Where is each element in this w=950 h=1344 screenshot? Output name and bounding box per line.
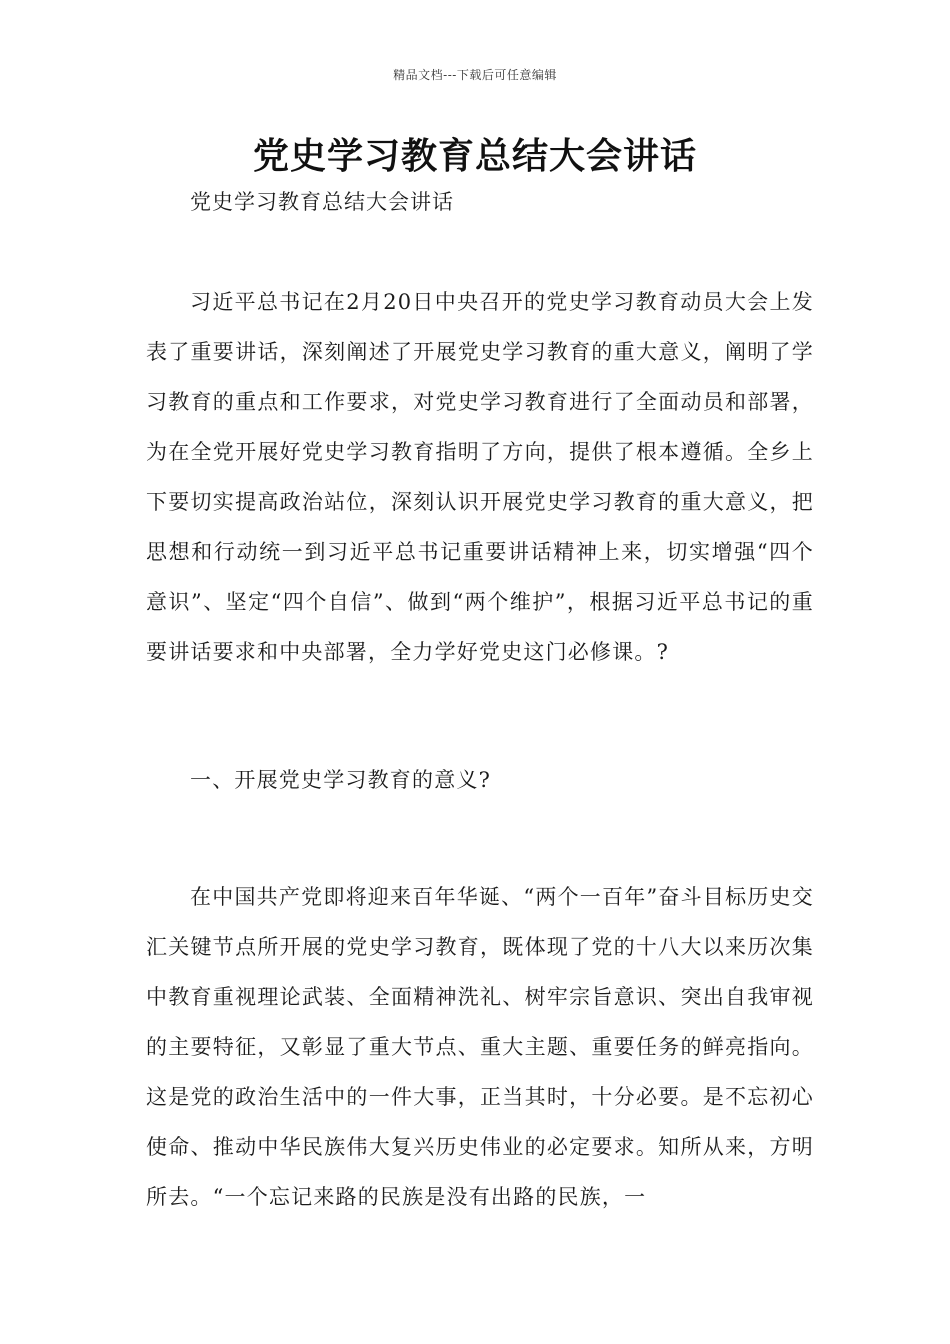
document-subtitle: 党史学习教育总结大会讲话 xyxy=(190,190,454,214)
paragraph-significance xyxy=(146,872,814,1222)
paragraph-intro xyxy=(146,277,814,677)
paragraph-text: 在中国共产党即将迎来百年华诞、“两个一百年”奋斗目标历史交汇关键节点所开展的党史学习教育，既体现了党的十八大以来历次集中教育重视理论武装、全面精神洗礼、树牢宗旨意识、突出自我审视的主要特征，又彰显了重大节点、重大主题、重要任务的鲜亮指向。这是党的政治生活中的一件大事，正当其时，十分必要。是不忘初心使命、推动中华民族伟大复兴历史伟业的必定要求。知所从来，方明所去。“一个忘记来路的民族是没有出路的民族，一 xyxy=(146,885,814,1209)
header-note: 精品文档---下载后可任意编辑 xyxy=(393,68,557,82)
section-heading-1 xyxy=(146,755,814,805)
document-title: 党史学习教育总结大会讲话 xyxy=(252,135,697,177)
section-heading-text: 一、开展党史学习教育的意义? xyxy=(190,768,492,792)
paragraph-text: 习近平总书记在2月20日中央召开的党史学习教育动员大会上发表了重要讲话，深刻阐述了开展党史学习教育的重大意义，阐明了学习教育的重点和工作要求，对党史学习教育进行了全面动员和部署，为在全党开展好党史学习教育指明了方向，提供了根本遵循。全乡上下要切实提高政治站位，深刻认识开展党史学习教育的重大意义，把思想和行动统一到习近平总书记重要讲话精神上来，切实增强“四个意识”、坚定“四个自信”、做到“两个维护”，根据习近平总书记的重要讲话要求和中央部署，全力学好党史这门必修课。? xyxy=(146,290,814,664)
